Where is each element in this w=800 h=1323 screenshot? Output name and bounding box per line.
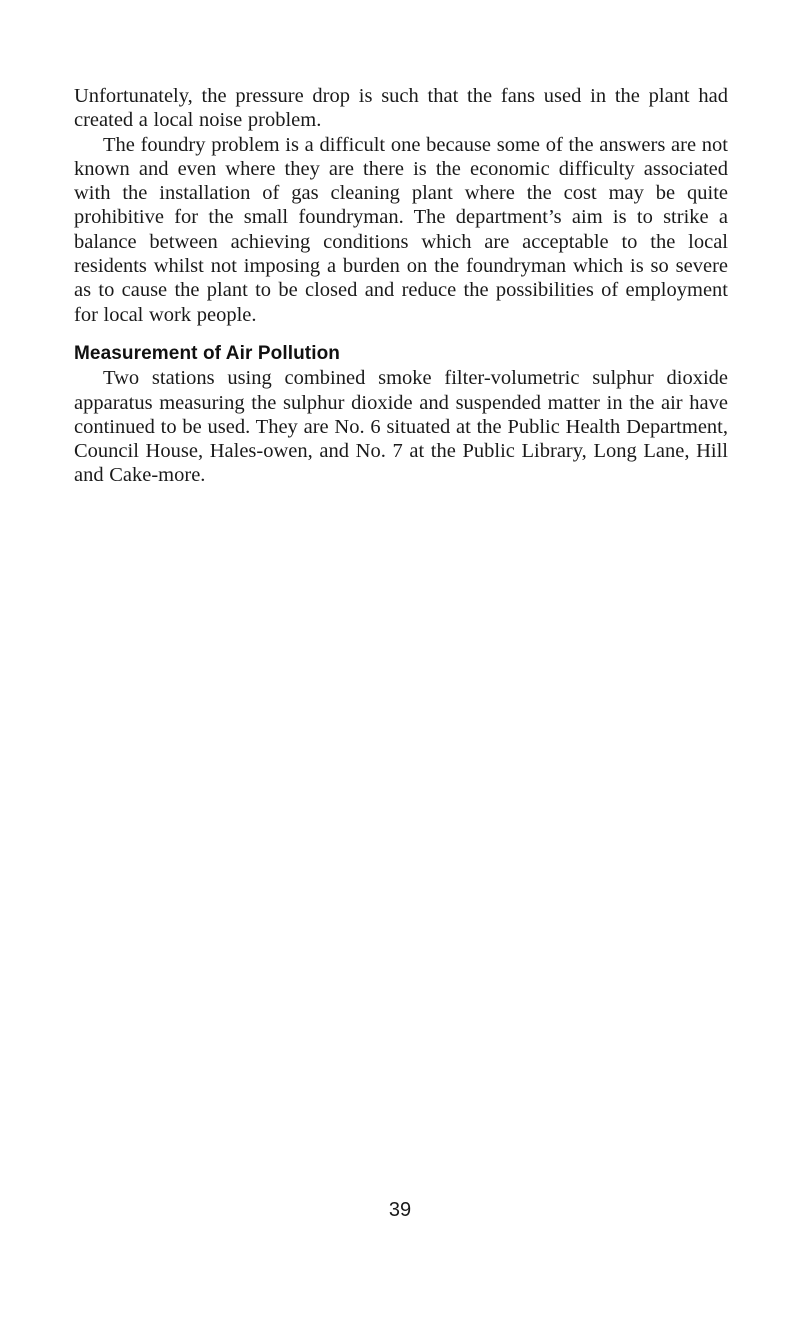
paragraph-noise-problem: Unfortunately, the pressure drop is such that the fans used in the plant had created a local noise problem. [74,85,728,132]
page-number: 39 [388,1199,412,1221]
paragraph-monitoring-stations: Two stations using combined smoke filter-volumetric sulphur dioxide apparatus measuring the sulphur dioxide and suspended matter in the air have continued to be used. They are No. 6 situated at the Public Health Department, Council House, Hales-owen, and No. 7 at the Public Library, Long Lane, Hill and Cake-more. [74,367,728,487]
paragraph-foundry-problem: The foundry problem is a difficult one because some of the answers are not known and even where they are there is the economic difficulty associated with the installation of gas cleaning plant where the cost may be quite prohibitive for the small foundryman. The department’s aim is to strike a balance between achieving conditions which are acceptable to the local residents whilst not imposing a burden on the foundryman which is so severe as to cause the plant to be closed and reduce the possibilities of employment for local work people. [74,133,728,326]
section-heading: Measurement of Air Pollution [74,342,341,364]
document-page [74,84,728,488]
